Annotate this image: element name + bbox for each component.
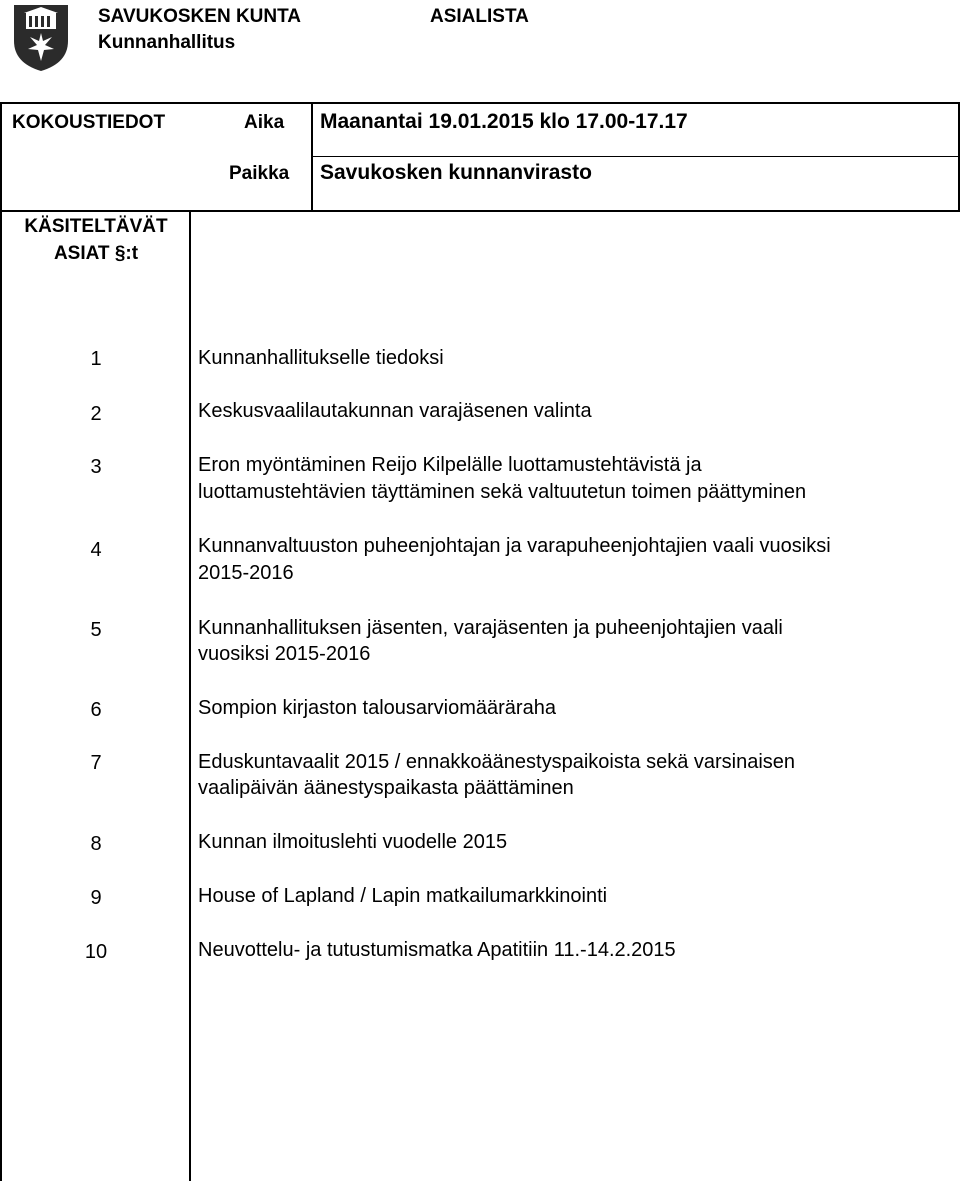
agenda-item-number: 2 bbox=[90, 403, 102, 425]
agenda-item-title-line1: Eduskuntavaalit 2015 / ennakkoäänestyspaikoista sekä varsinaisen bbox=[198, 751, 796, 773]
doc-type: ASIALISTA bbox=[430, 6, 529, 27]
agenda-label-line2: ASIAT §:t bbox=[53, 243, 139, 264]
agenda-item-number: 1 bbox=[90, 348, 102, 370]
coat-of-arms-icon bbox=[12, 3, 70, 73]
agenda-item-title-line1: Kunnanvaltuuston puheenjohtajan ja varapuheenjohtajien vaali vuosiksi bbox=[198, 535, 831, 557]
body-name: Kunnanhallitus bbox=[98, 32, 236, 53]
agenda-item-number: 9 bbox=[90, 887, 102, 909]
agenda-item-number: 6 bbox=[90, 699, 102, 721]
place-label: Paikka bbox=[229, 163, 290, 184]
table-top-border bbox=[0, 102, 960, 104]
agenda-item-title: Kunnan ilmoituslehti vuodelle 2015 bbox=[198, 831, 508, 853]
agenda-item-title-line2: vaalipäivän äänestyspaikasta päättäminen bbox=[198, 777, 574, 799]
label-column-divider bbox=[311, 102, 313, 212]
agenda-item-number: 10 bbox=[84, 941, 108, 963]
time-value: Maanantai 19.01.2015 klo 17.00-17.17 bbox=[320, 110, 688, 133]
agenda-item-title-line1: Kunnanhallituksen jäsenten, varajäsenten ja puheenjohtajien vaali bbox=[198, 617, 783, 639]
agenda-item-title: Keskusvaalilautakunnan varajäsenen valinta bbox=[198, 400, 592, 422]
meeting-section-label: KOKOUSTIEDOT bbox=[12, 112, 166, 133]
agenda-item-title-line2: vuosiksi 2015-2016 bbox=[198, 643, 371, 665]
org-name: SAVUKOSKEN KUNTA bbox=[98, 6, 302, 27]
agenda-item-number: 3 bbox=[90, 456, 102, 478]
meeting-section-divider bbox=[0, 210, 960, 212]
agenda-item-title: Neuvottelu- ja tutustumismatka Apatitiin 11.-14.2.2015 bbox=[198, 939, 676, 961]
agenda-column-divider bbox=[189, 210, 191, 1181]
agenda-item-title-line2: luottamustehtävien täyttäminen sekä valtuutetun toimen päättyminen bbox=[198, 481, 807, 503]
agenda-item-number: 8 bbox=[90, 833, 102, 855]
agenda-item-title: Kunnanhallitukselle tiedoksi bbox=[198, 347, 444, 369]
agenda-item-number: 4 bbox=[90, 539, 102, 561]
table-left-border bbox=[0, 102, 2, 1181]
agenda-item-number: 7 bbox=[90, 752, 102, 774]
agenda-item-title-line2: 2015-2016 bbox=[198, 562, 294, 584]
agenda-item-title: Sompion kirjaston talousarviomääräraha bbox=[198, 697, 556, 719]
agenda-item-title-line1: Eron myöntäminen Reijo Kilpelälle luottamustehtävistä ja bbox=[198, 454, 702, 476]
agenda-item-number: 5 bbox=[90, 619, 102, 641]
agenda-label-line1: KÄSITELTÄVÄT bbox=[24, 216, 168, 237]
agenda-item-title: House of Lapland / Lapin matkailumarkkinointi bbox=[198, 885, 608, 907]
time-place-divider bbox=[311, 156, 960, 157]
time-label: Aika bbox=[244, 112, 285, 133]
place-value: Savukosken kunnanvirasto bbox=[320, 161, 592, 184]
